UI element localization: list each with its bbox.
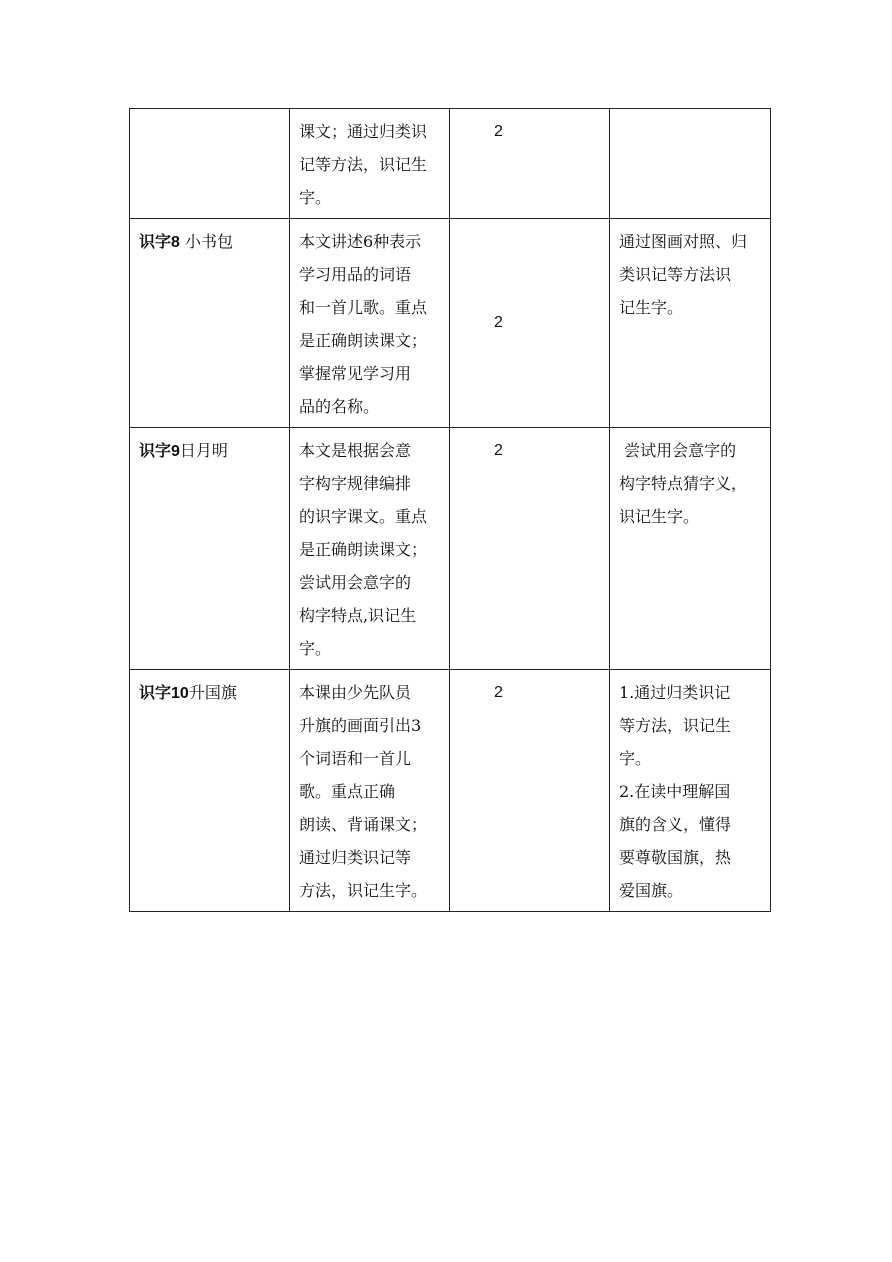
content-line: 品的名称。: [299, 397, 380, 416]
hours-value: 2: [494, 123, 503, 140]
hours-cell: [450, 428, 610, 670]
content-line: 构字特点,识记生: [299, 606, 417, 625]
content-line: 朗读、背诵课文；: [299, 815, 428, 834]
table-row: [130, 109, 771, 219]
content-line: 字。: [299, 188, 332, 207]
content-line: 本课由少先队员: [299, 683, 412, 702]
lesson-title-cell: [130, 428, 290, 670]
method-line: 爱国旗。: [619, 881, 684, 900]
content-line: 升旗的画面引出3: [299, 716, 422, 735]
method-line: 通过图画对照、归: [619, 232, 748, 251]
content-line: 尝试用会意字的: [299, 573, 412, 592]
content-line: 掌握常见学习用: [299, 364, 412, 383]
content-line: 的识字课文。重点: [299, 507, 428, 526]
content-line: 本文讲述6种表示: [299, 232, 422, 251]
lesson-number: 识字8: [139, 234, 180, 251]
lesson-name: 日月明: [179, 441, 228, 460]
method-cell: [610, 670, 771, 912]
method-line: 等方法，识记生: [619, 716, 732, 735]
content-line: 课文；通过归类识: [299, 122, 428, 141]
table-row: [130, 670, 771, 912]
method-line: 字。: [619, 749, 652, 768]
lesson-title-cell: [130, 109, 290, 219]
method-cell: [610, 109, 771, 219]
hours-value: 2: [494, 314, 503, 331]
method-line: 旗的含义，懂得: [619, 815, 732, 834]
content-cell: [290, 219, 450, 428]
lesson-number: 识字10: [139, 685, 189, 702]
lesson-number: 识字9: [139, 443, 180, 460]
lesson-plan-table: [129, 108, 771, 912]
method-line: 2.在读中理解国: [619, 782, 731, 801]
hours-cell: [450, 670, 610, 912]
method-line: 类识记等方法识: [619, 265, 732, 284]
content-line: 方法，识记生字。: [299, 881, 428, 900]
lesson-title-cell: [130, 219, 290, 428]
method-line: 要尊敬国旗，热: [619, 848, 732, 867]
lesson-name: 升国旗: [188, 683, 237, 702]
method-cell: [610, 219, 771, 428]
content-line: 通过归类识记等: [299, 848, 412, 867]
lesson-name: 小书包: [179, 232, 233, 251]
content-line: 和一首儿歌。重点: [299, 298, 428, 317]
content-line: 记等方法，识记生: [299, 155, 428, 174]
content-line: 是正确朗读课文；: [299, 540, 428, 559]
method-line: 识记生字。: [619, 507, 700, 526]
method-line: 尝试用会意字的: [619, 441, 737, 460]
lesson-title-cell: [130, 670, 290, 912]
content-line: 字构字规律编排: [299, 474, 412, 493]
method-line: 记生字。: [619, 298, 684, 317]
method-line: 构字特点猜字义，: [619, 474, 748, 493]
hours-cell: [450, 109, 610, 219]
hours-value: 2: [494, 684, 503, 701]
method-line: 1.通过归类识记: [619, 683, 731, 702]
content-cell: [290, 109, 450, 219]
content-line: 歌。重点正确: [299, 782, 396, 801]
content-cell: [290, 670, 450, 912]
content-line: 学习用品的词语: [299, 265, 412, 284]
method-cell: [610, 428, 771, 670]
hours-value: 2: [494, 442, 503, 459]
content-line: 本文是根据会意: [299, 441, 412, 460]
content-line: 是正确朗读课文；: [299, 331, 428, 350]
table-row: [130, 428, 771, 670]
content-line: 个词语和一首儿: [299, 749, 412, 768]
content-cell: [290, 428, 450, 670]
hours-cell: [450, 219, 610, 428]
table-row: [130, 219, 771, 428]
content-line: 字。: [299, 639, 332, 658]
